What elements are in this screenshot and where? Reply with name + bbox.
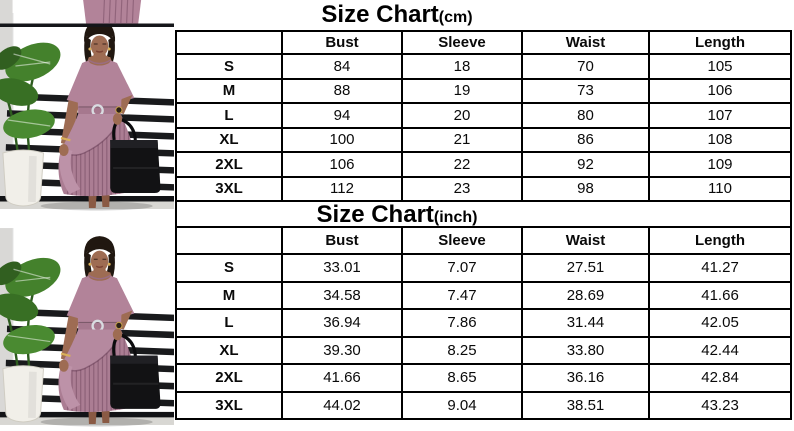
value-cell: 41.66 [282,364,402,392]
value-cell: 33.80 [522,337,649,365]
size-cell: S [176,254,282,282]
title-unit: (cm) [438,9,473,26]
header-cell-length: Length [649,227,791,254]
table-row [176,54,791,79]
table-row [176,103,791,128]
table-row [176,177,791,202]
dress-photo-illustration [0,0,174,215]
table-row [176,152,791,177]
value-cell: 18 [402,54,522,79]
size-cell: XL [176,337,282,365]
value-cell: 42.05 [649,309,791,337]
header-row [176,31,791,54]
size-cell: 2XL [176,364,282,392]
table-row [176,128,791,153]
header-cell-size [176,227,282,254]
value-cell: 112 [282,177,402,202]
value-cell: 80 [522,103,649,128]
value-cell: 22 [402,152,522,177]
header-cell-waist: Waist [522,31,649,54]
size-cell: L [176,103,282,128]
header-cell-bust: Bust [282,227,402,254]
title-text: Size Chart [321,1,439,28]
title-unit: (inch) [433,209,478,226]
value-cell: 44.02 [282,392,402,420]
value-cell: 84 [282,54,402,79]
value-cell: 86 [522,128,649,153]
value-cell: 106 [282,152,402,177]
size-chart-inch-title [0,200,794,228]
size-chart-cm-table [175,30,792,202]
header-row [176,227,791,254]
value-cell: 36.16 [522,364,649,392]
value-cell: 108 [649,128,791,153]
value-cell: 20 [402,103,522,128]
size-chart-inch-table [175,200,792,420]
table-row [176,364,791,392]
value-cell: 36.94 [282,309,402,337]
size-cell: M [176,79,282,104]
value-cell: 8.65 [402,364,522,392]
value-cell: 70 [522,54,649,79]
value-cell: 9.04 [402,392,522,420]
value-cell: 42.44 [649,337,791,365]
value-cell: 7.47 [402,282,522,310]
size-cell: S [176,54,282,79]
size-cell: 3XL [176,392,282,420]
value-cell: 73 [522,79,649,104]
size-cell: 3XL [176,177,282,202]
value-cell: 110 [649,177,791,202]
table-row [176,337,791,365]
value-cell: 21 [402,128,522,153]
table-row [176,309,791,337]
value-cell: 106 [649,79,791,104]
size-cell: L [176,309,282,337]
header-cell-sleeve: Sleeve [402,31,522,54]
value-cell: 42.84 [649,364,791,392]
table-row [176,254,791,282]
header-cell-waist: Waist [522,227,649,254]
size-chart-cm-title [0,0,794,30]
value-cell: 92 [522,152,649,177]
header-cell-sleeve: Sleeve [402,227,522,254]
header-cell-length: Length [649,31,791,54]
product-photo-1 [0,0,174,215]
value-cell: 34.58 [282,282,402,310]
table-row [176,79,791,104]
header-cell-size [176,31,282,54]
value-cell: 39.30 [282,337,402,365]
table-row [176,392,791,420]
value-cell: 7.07 [402,254,522,282]
value-cell: 41.27 [649,254,791,282]
size-cell: XL [176,128,282,153]
value-cell: 107 [649,103,791,128]
value-cell: 31.44 [522,309,649,337]
table-row [176,282,791,310]
value-cell: 38.51 [522,392,649,420]
value-cell: 105 [649,54,791,79]
value-cell: 41.66 [649,282,791,310]
value-cell: 98 [522,177,649,202]
size-cell: M [176,282,282,310]
value-cell: 23 [402,177,522,202]
value-cell: 100 [282,128,402,153]
value-cell: 28.69 [522,282,649,310]
size-cell: 2XL [176,152,282,177]
value-cell: 88 [282,79,402,104]
value-cell: 33.01 [282,254,402,282]
product-photo-2 [0,215,174,431]
dress-photo-illustration [0,215,174,431]
value-cell: 19 [402,79,522,104]
value-cell: 109 [649,152,791,177]
value-cell: 8.25 [402,337,522,365]
value-cell: 27.51 [522,254,649,282]
title-text: Size Chart [316,201,434,228]
value-cell: 43.23 [649,392,791,420]
value-cell: 7.86 [402,309,522,337]
value-cell: 94 [282,103,402,128]
header-cell-bust: Bust [282,31,402,54]
